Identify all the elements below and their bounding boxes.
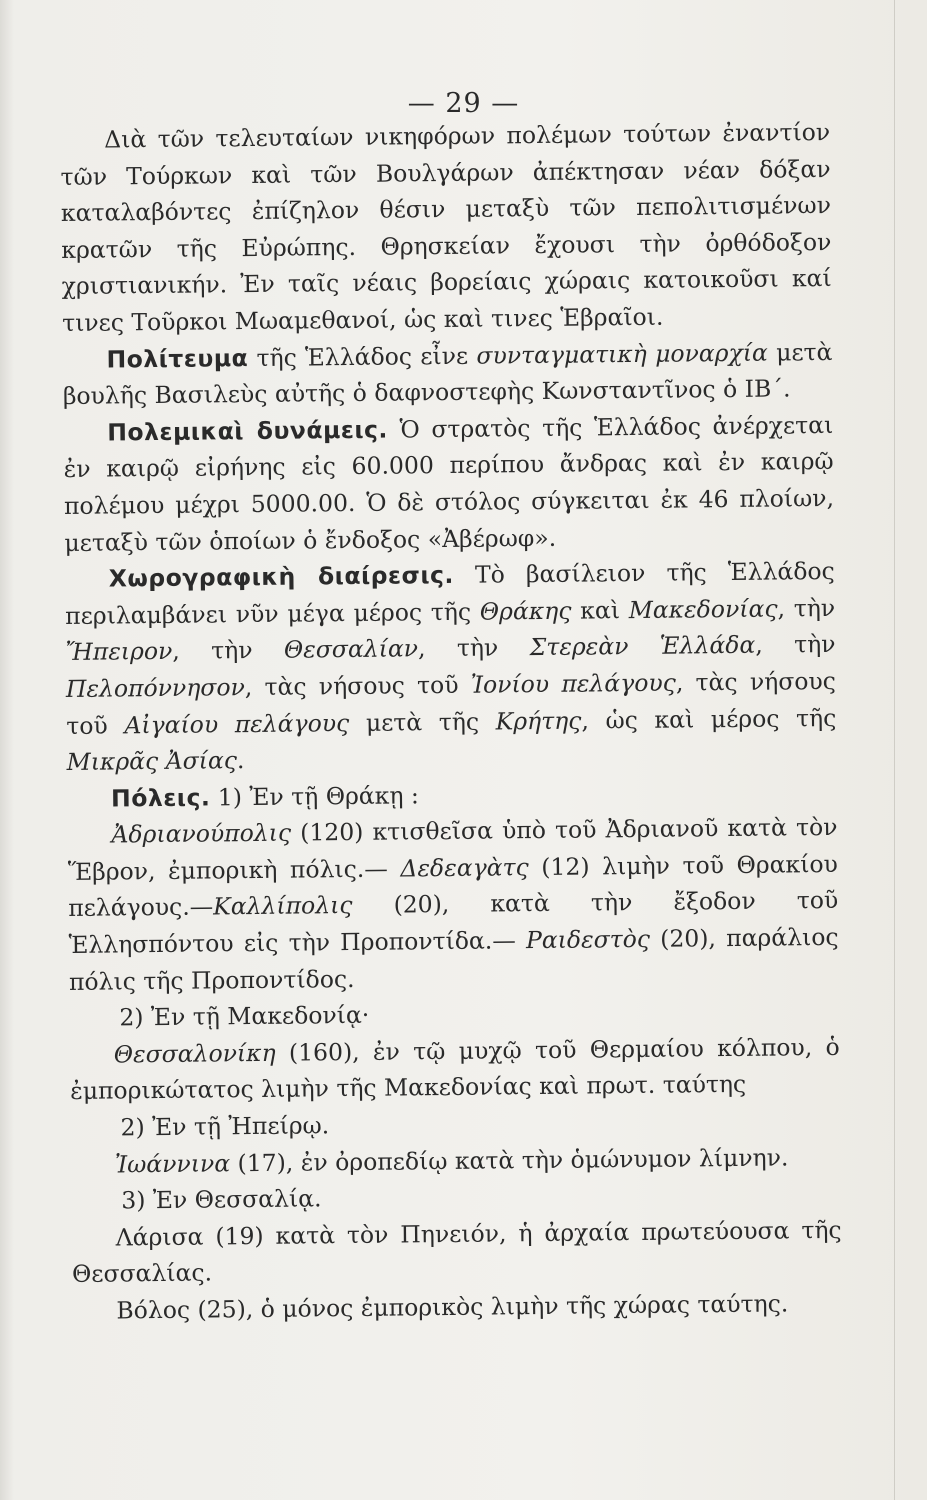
paragraph-thessaloniki: Θεσσαλονίκη (160), ἐν τῷ μυχῷ τοῦ Θερμαίου κόλπου, ὁ ἐμπορικώτατος λιμὴν τῆς Μακεδονίας καὶ πρωτ. ταύτης bbox=[70, 1032, 840, 1106]
paragraph-regions: Χωρογραφικὴ διαίρεσις. Τὸ βασίλειον τῆς Ἑλλάδος περιλαμβάνει νῦν μέγα μέρος τῆς Θράκης καὶ Μακεδονίας, τὴν Ἤπειρον, τὴν Θεσσαλίαν, τὴν Στερεὰν Ἑλλάδα, τὴν Πελοπόννησον, τὰς νήσους τοῦ Ἰονίου πελάγους, τὰς νήσους τοῦ Αἰγαίου πελάγους μετὰ τῆς Κρήτης, ὡς καὶ μέρος τῆς Μικρᾶς Ἀσίας. bbox=[65, 557, 837, 777]
paragraph-history: Διὰ τῶν τελευταίων νικηφόρων πολέμων τούτων ἐναντίον τῶν Τούρκων καὶ τῶν Βουλγάρων ἀπέκτησαν νέαν δόξαν καταλαβόντες ἐπίζηλον θέσιν μεταξὺ τῶν πεπολιτισμένων κρατῶν τῆς Εὐρώπης. Θρησκείαν ἔχουσι τὴν ὀρθόδοξον χριστιανικήν. Ἐν ταῖς νέαις βορείαις χώραις κατοικοῦσι καί τινες Τοῦρκοι Μωαμεθανοί, ὡς καὶ τινες Ἑβραῖοι. bbox=[60, 117, 832, 337]
heading-military: Πολεμικαὶ δυνάμεις. bbox=[107, 415, 389, 447]
paragraph-larisa: Λάρισα (19) κατὰ τὸν Πηνειόν, ἡ ἀρχαία πρωτεύουσα τῆς Θεσσαλίας. bbox=[71, 1215, 842, 1289]
heading-regions: Χωρογραφικὴ διαίρεσις. bbox=[108, 561, 455, 593]
page-edge bbox=[894, 0, 895, 1500]
heading-government: Πολίτευμα bbox=[106, 343, 249, 374]
heading-cities: Πόλεις. bbox=[110, 783, 211, 813]
body-text bbox=[60, 114, 843, 1330]
paragraph-thrace-cities: Ἀδριανούπολις (120) κτισθεῖσα ὑπὸ τοῦ Ἀδριανοῦ κατὰ τὸν Ἕβρον, ἐμπορικὴ πόλις.— Δεδεαγὰτς (12) λιμὴν τοῦ Θρακίου πελάγους.—Καλλίπολις (20), κατὰ τὴν ἔξοδον τοῦ Ἑλλησπόντου εἰς τὴν Προποντίδα.— Ραιδεστὸς (20), παράλιος πόλις τῆς Προποντίδος. bbox=[67, 813, 839, 996]
subheading-macedonia: 2) Ἐν τῇ Μακεδονίᾳ· bbox=[119, 1001, 370, 1032]
paragraph-volos: Βόλος (25), ὁ μόνος ἐμπορικὸς λιμὴν τῆς χώρας ταύτης. bbox=[116, 1289, 789, 1325]
paragraph-ioannina: Ἰωάννινα (17), ἐν ὀροπεδίῳ κατὰ τὴν ὁμώνυμον λίμνην. bbox=[114, 1143, 789, 1179]
paragraph-cities: Πόλεις. 1) Ἐν τῇ Θράκῃ : bbox=[110, 780, 420, 813]
paragraph-military: Πολεμικαὶ δυνάμεις. Ὁ στρατὸς τῆς Ἑλλάδος ἀνέρχεται ἐν καιρῷ εἰρήνης εἰς 60.000 περίπου ἄνδρας καὶ ἐν καιρῷ πολέμου μέχρι 5000.00. Ὁ δὲ στόλος σύγκειται ἐκ 46 πλοίων, μεταξὺ τῶν ὁποίων ὁ ἔνδοξος «Ἀβέρωφ». bbox=[63, 410, 835, 557]
paragraph-government: Πολίτευμα τῆς Ἑλλάδος εἶνε συνταγματικὴ μοναρχία μετὰ βουλῆς Βασιλεὺς αὐτῆς ὁ δαφνοστεφὴς Κωνσταντῖνος ὁ ΙΒ΄. bbox=[62, 337, 833, 411]
subheading-epirus: 2) Ἐν τῇ Ἠπείρῳ. bbox=[120, 1111, 330, 1142]
subheading-thessaly: 3) Ἐν Θεσσαλίᾳ. bbox=[121, 1184, 322, 1215]
page-number: — 29 — bbox=[407, 88, 520, 119]
